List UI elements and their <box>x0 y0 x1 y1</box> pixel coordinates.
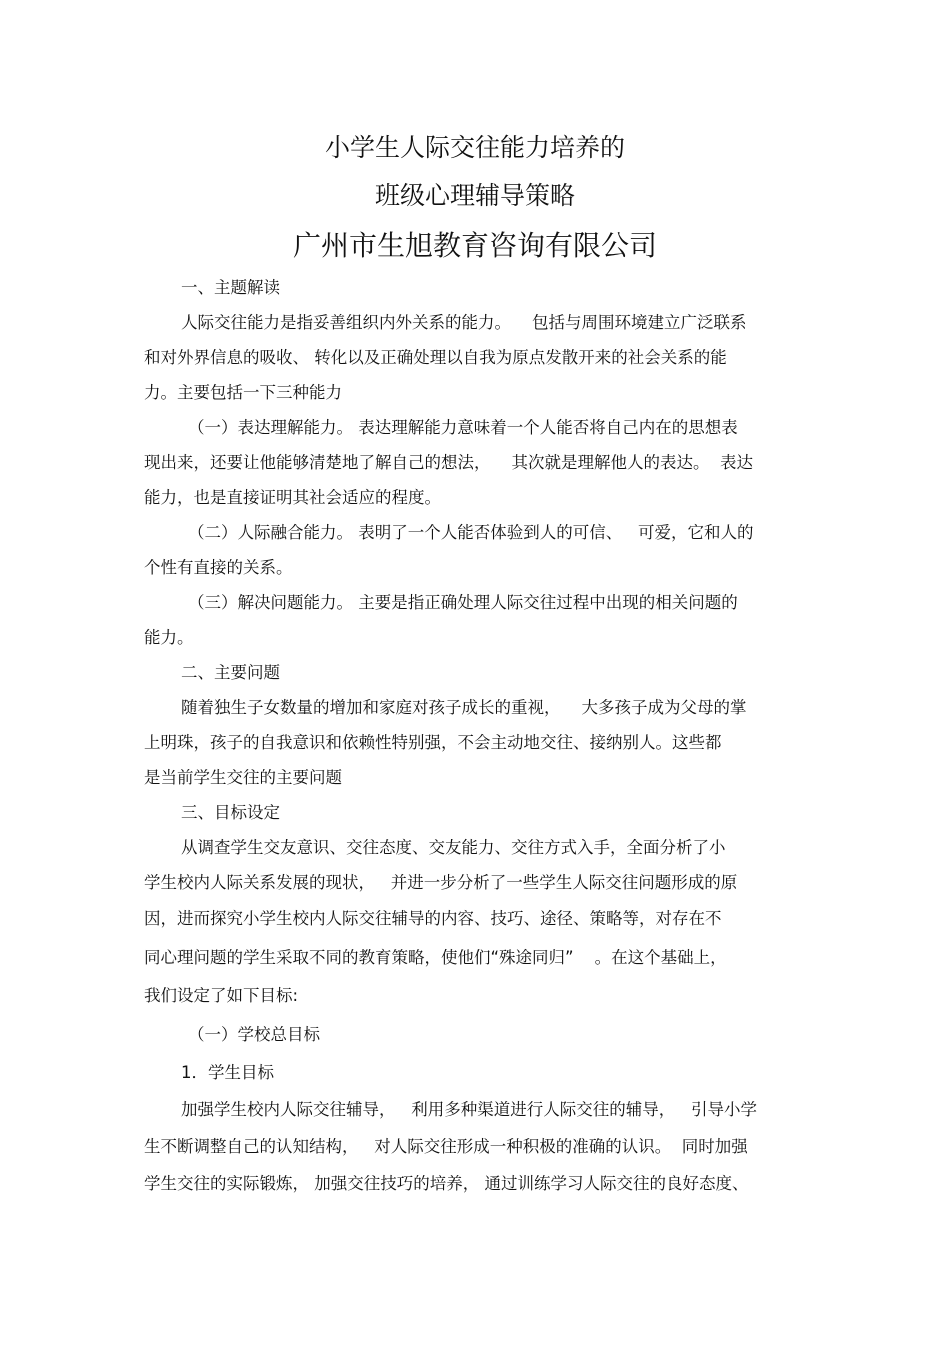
paragraph-line: 人际交往能力是指妥善组织内外关系的能力。 包括与周围环境建立广泛联系 <box>181 313 747 332</box>
title-line-1: 小学生人际交往能力培养的 <box>324 133 625 162</box>
paragraph-line: 学生交往的实际锻炼， 加强交往技巧的培养， 通过训练学习人际交往的良好态度、 <box>144 1174 749 1193</box>
paragraph-line: 我们设定了如下目标: <box>144 986 299 1005</box>
paragraph-line: 随着独生子女数量的增加和家庭对孩子成长的重视， 大多孩子成为父母的掌 <box>181 698 747 717</box>
paragraph-line: 能力，也是直接证明其社会适应的程度。 <box>144 488 441 507</box>
title-line-2: 班级心理辅导策略 <box>374 181 575 210</box>
paragraph-line: （二）人际融合能力。 表明了一个人能否体验到人的可信、 可爱，它和人的 <box>188 523 754 542</box>
paragraph-line: 是当前学生交往的主要问题 <box>144 768 342 787</box>
subsection-heading: （一）学校总目标 <box>188 1025 320 1044</box>
paragraph-line: 和对外界信息的吸收、 转化以及正确处理以自我为原点发散开来的社会关系的能 <box>144 348 727 367</box>
paragraph-line: 上明珠，孩子的自我意识和依赖性特别强，不会主动地交往、接纳别人。这些都 <box>144 733 722 752</box>
paragraph-line: （一）表达理解能力。 表达理解能力意味着一个人能否将自己内在的思想表 <box>188 418 738 437</box>
section-heading: 二、主要问题 <box>181 663 280 682</box>
subsection-heading: 1．学生目标 <box>181 1063 274 1082</box>
section-heading: 三、目标设定 <box>181 803 280 822</box>
author-organization: 广州市生旭教育咨询有限公司 <box>292 229 657 262</box>
paragraph-line: 学生校内人际关系发展的现状， 并进一步分析了一些学生人际交往问题形成的原 <box>144 873 738 892</box>
paragraph-line: 因，进而探究小学生校内人际交往辅导的内容、技巧、途径、策略等，对存在不 <box>144 909 722 928</box>
paragraph-line: 现出来，还要让他能够清楚地了解自己的想法， 其次就是理解他人的表达。 表达 <box>144 453 753 472</box>
section-heading: 一、主题解读 <box>181 278 280 297</box>
paragraph-line: （三）解决问题能力。 主要是指正确处理人际交往过程中出现的相关问题的 <box>188 593 738 612</box>
paragraph-line: 个性有直接的关系。 <box>144 558 293 577</box>
paragraph-line: 加强学生校内人际交往辅导， 利用多种渠道进行人际交往的辅导， 引导小学 <box>181 1100 757 1119</box>
paragraph-line: 同心理问题的学生采取不同的教育策略，使他们“殊途同归” 。在这个基础上， <box>144 948 727 967</box>
paragraph-line: 生不断调整自己的认知结构， 对人际交往形成一种积极的准确的认识。 同时加强 <box>144 1137 748 1156</box>
paragraph-line: 从调查学生交友意识、交往态度、交友能力、交往方式入手，全面分析了小 <box>181 838 726 857</box>
paragraph-line: 力。主要包括一下三种能力 <box>144 383 342 402</box>
paragraph-line: 能力。 <box>144 628 194 647</box>
